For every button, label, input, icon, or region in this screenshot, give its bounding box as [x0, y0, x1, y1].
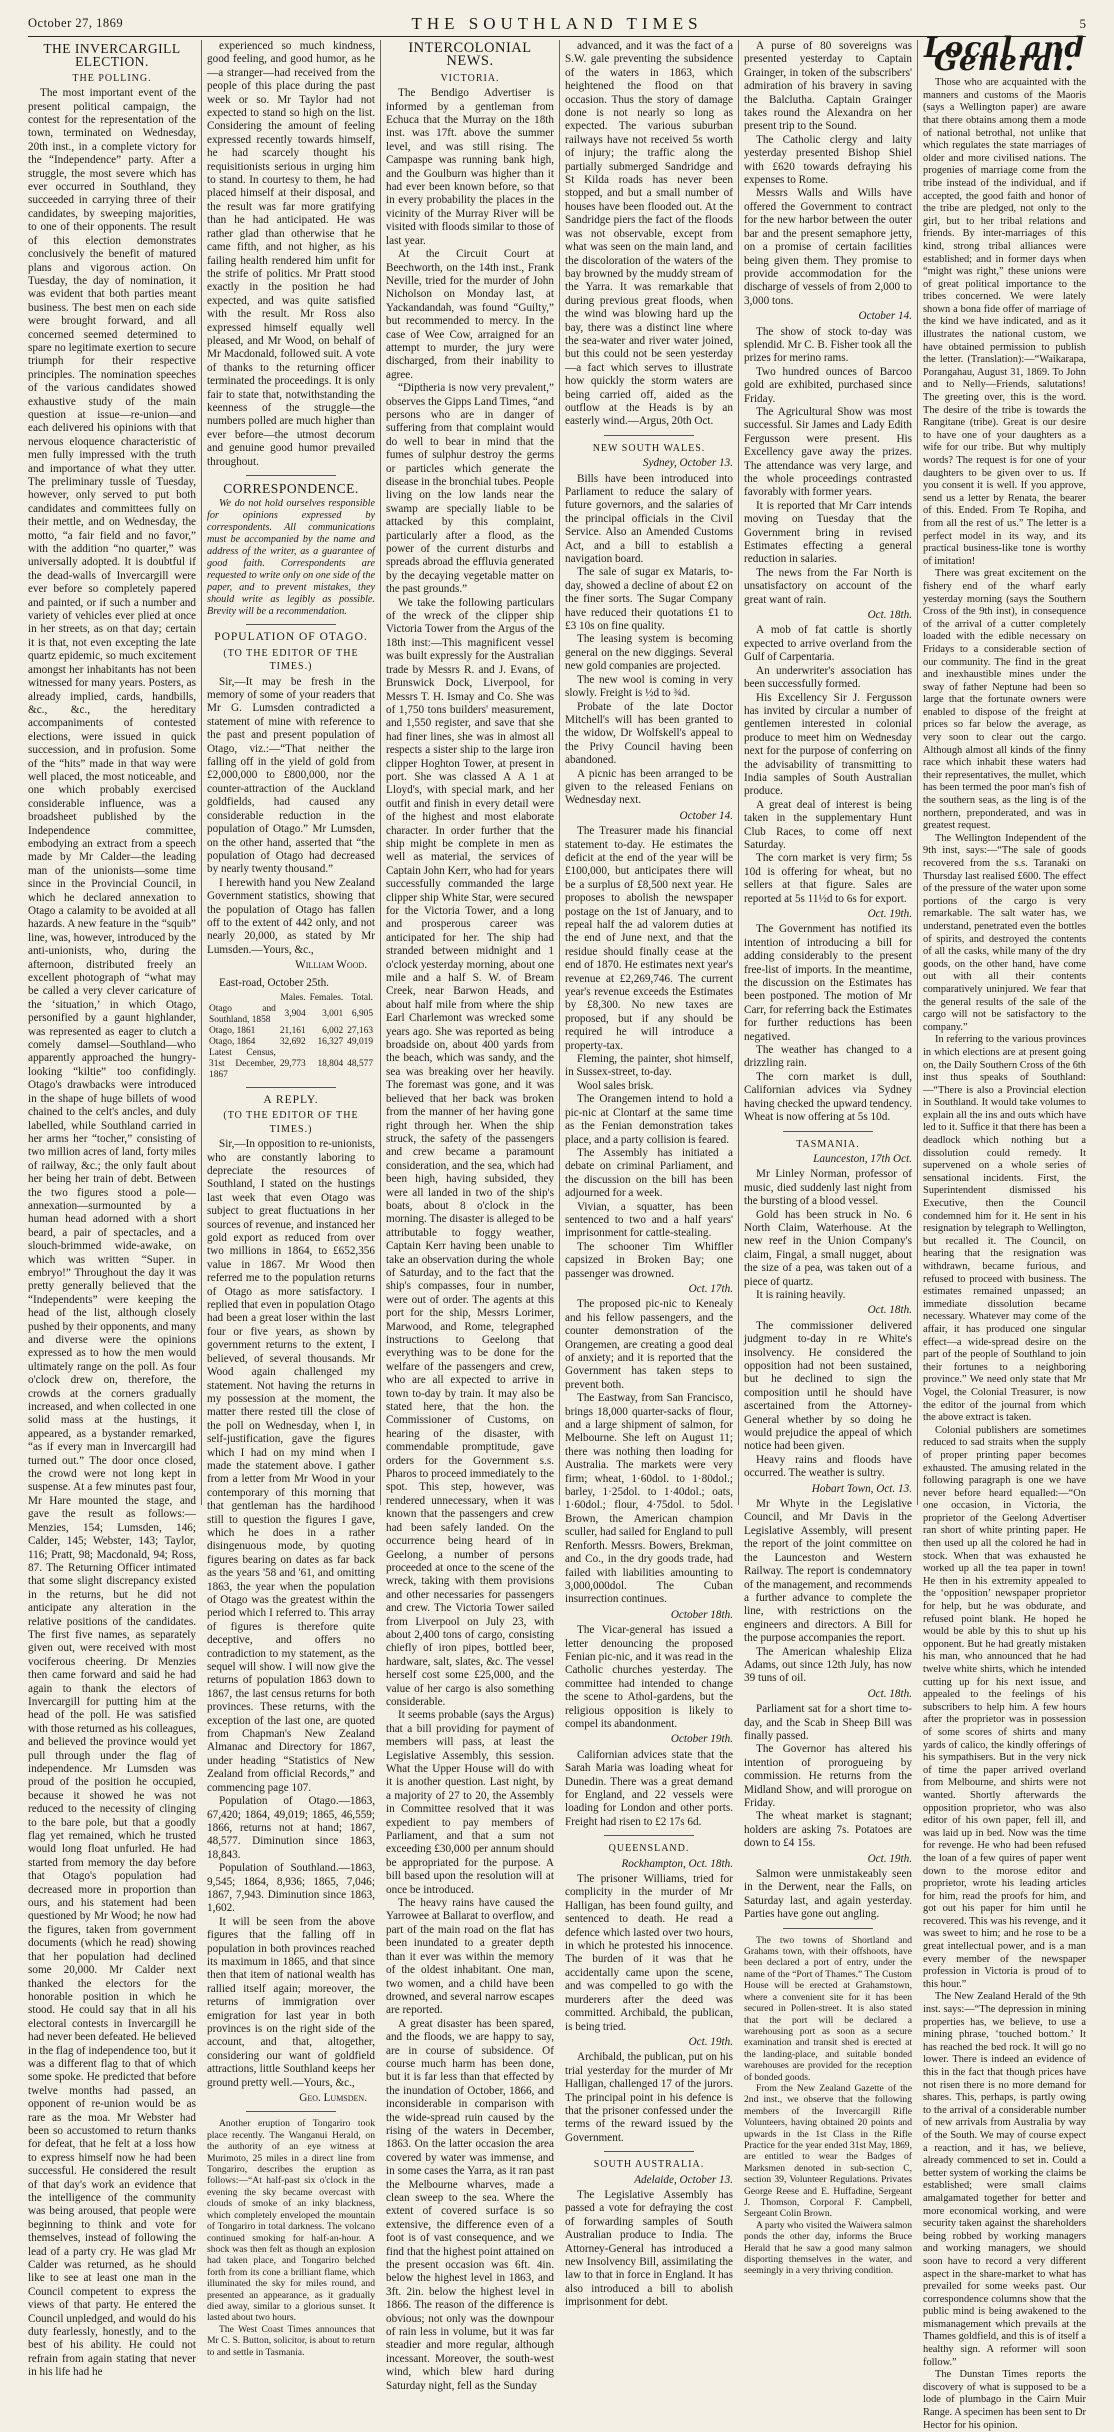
news-paragraph: It seems probable (says the Argus) that a bill providing for payment of members will pass, at least the Legislative Assembly, this session. What the Upper House will do with it is another question. Last night, by a majority of 27 to 20, the Assembly in Committee resolved that it was expedient to pay members of Parliament, and that a sum not exceeding £30,000 per annum should be appropriated for the purpose. A bill based upon the resolution will at once be introduced.: [386, 1709, 554, 1896]
article-heading: THE INVERCARGILL ELECTION.: [43, 41, 181, 70]
news-paragraph: A purse of 80 sovereigns was presented yesterday to Captain Grainger, in token of the subscribers' admiration of his bravery in saving the Balclutha. Captain Grainger takes round the Alexandra on her present trip to the Sound.: [744, 40, 912, 133]
news-paragraph: It is raining heavily.: [756, 1288, 846, 1301]
table-cell: 27,163: [347, 1025, 373, 1036]
dateline: Oct. 19th.: [867, 1852, 912, 1865]
table-cell: Otago, 1861: [209, 1025, 256, 1036]
news-paragraph: A great deal of interest is being taken in the supplementary Hunt Club Races, to come off next Saturday.: [744, 798, 912, 851]
region-heading: NEW SOUTH WALES.: [592, 442, 706, 454]
news-note: The two towns of Shortland and Grahams town, with their offshoots, have been declared a port of entry, under the name of the “Port of Thames.” The Custom House will be erected at Grahamstown, where a convenient site for it has been secured in Pollen-street. It is also stated that the port will be declared a warehousing port as soon as a secure examination and transit shed is erected at the landing-place, and suitable bonded warehouses are provided for the reception of bonded goods.: [744, 1934, 912, 2083]
region-heading: SOUTH AUSTRALIA.: [593, 2159, 705, 2171]
news-paragraph: Probate of the late Doctor Mitchell's will has been granted to the widow, Dr Wolfskell's appeal to the Privy Council having been abandoned.: [565, 700, 733, 767]
column-divider: [201, 40, 202, 1505]
dateline: Oct. 19th.: [688, 2035, 733, 2048]
section-heading: CORRESPONDENCE.: [223, 481, 359, 496]
column-divider: [917, 40, 918, 1505]
news-paragraph: Two hundred ounces of Barcoo gold are exhibited, purchased since Friday.: [744, 365, 912, 405]
news-paragraph: Parliament sat for a short time to-day, and the Scab in Sheep Bill was finally passed.: [744, 1703, 912, 1742]
table-header: Females.: [309, 992, 344, 1003]
news-paragraph: The wheat market is stagnant; holders are asking 7s. Potatoes are down to £4 15s.: [744, 1810, 912, 1850]
letter-paragraph: Population of Otago.—1863, 67,420; 1864, 49,019; 1865, 46,559; 1866, returns not at hand; 1867, 48,577. Diminution since 1863, 18,843.: [207, 1795, 375, 1861]
news-paragraph: Bills have been introduced into Parliament to reduce the salary of future governors, and the salaries of the principal officials in the Civil Service. Also an Amended Customs Act, and a bill to establish a navigation board.: [565, 472, 733, 566]
region-heading: QUEENSLAND.: [608, 1843, 690, 1855]
news-note: Another eruption of Tongariro took place recently. The Wanganui Herald, on the authority of an eye witness at Murimoto, 25 miles in a direct line from Tongariro, describes the eruption as follows:—“At half-past six o'clock in the evening the sky became overcast with clouds of smoke of an inky blackness, which completely enveloped the mountain of Tongariro in total darkness. The volcano continued smoking for half-an-hour. A shock was then felt as though an explosion had taken place, and Tongariro belched forth from its cone a brilliant flame, which illuminated the sky for miles round, and presented an appearance, as it gradually died away, similar to a glorious sunset. It lasted about two hours.: [207, 2118, 375, 2324]
population-table: [207, 993, 375, 1081]
news-paragraph: A great disaster has been spared, and the floods, we are happy to say, are in course of subsidence. Of course much harm has been done, but it is far less than that effected by the inundation of October, 1866, and inconsiderable in comparison with the wide-spread ruin caused by the rising of the waters in December, 1863. On the latter occasion the area covered by water was immense, and in some cases the Yarra, as it ran past the Melbourne wharves, made a clean sweep to the sea. Where the extent of covered surface is so extensive, the difference even of a foot is of vast consequence, and we find that the highest point attained on the present occasion was 6ft. 4in. below the highest level in 1863, and 3ft. 2in. below the highest level in 1866. The reason of the difference is obvious; not only was the downpour of rain less in volume, but it was far steadier and more regular, although incessant. Moreover, the south-west wind, which blew hard during Saturday night, fell as the Sunday: [386, 2017, 554, 2392]
table-cell: 32,692: [279, 1036, 306, 1047]
table-cell: 6,002: [322, 1025, 344, 1036]
table-header-row: [207, 993, 375, 1004]
table-cell: 48,577: [347, 1058, 373, 1069]
news-paragraph: The leasing system is becoming general on the new diggings. Several new gold companies are projected.: [565, 633, 733, 673]
letter-subheading: (TO THE EDITOR OF THE TIMES.): [223, 647, 359, 673]
news-paragraph: At the Circuit Court at Beechworth, on the 14th inst., Frank Neville, tried for the murder of John Nicholson on Monday last, at Yackandandah, was found “Guilty,” but recommended to mercy. In the case of Wee Cow, arraigned for an attempt to murder, the jury were discharged, from their inability to agree.: [386, 248, 554, 381]
news-paragraph: The Wellington Independent of the 9th inst, says:—“The sale of goods recovered from the s.s. Taranaki on Thursday last realised £600. The effect of the pressure of the water upon some portions of the cargo is very remarkable. The salt water has, we understand, penetrated even the bottles of spirits, and destroyed the contents of all the casks, while many of the dry goods, on the other hand, have come out with all their contents comparatively uninjured. We fear that the general results of the sale of the cargo will not be satisfactory to the company.”: [923, 832, 1086, 1033]
column-2: [207, 40, 375, 2358]
news-paragraph: Mr Whyte in the Legislative Council, and Mr Davis in the Legislative Assembly, will present the report of the joint committee on the Launceston and Western Railway. The report is condemnatory of the management, and recommends a further advance to complete the line, with restrictions on the engineers and directors. A Bill for the purpose accompanies the report.: [744, 1498, 912, 1645]
table-header: Total.: [351, 992, 373, 1003]
table-header: [207, 993, 278, 1004]
dateline: October 14.: [679, 809, 733, 822]
table-cell: 6,905: [351, 1009, 373, 1020]
dateline: October 19th.: [670, 1733, 733, 1746]
news-paragraph: The Bendigo Advertiser is informed by a gentleman from Echuca that the Murray on the 18th inst. was 17ft. above the summer level, and was still rising. The Campaspe was running bank high, and the Goulburn was higher than it had ever been known before, so that in every probability the places in the vicinity of the Murray River will be visited with floods similar to those of last year.: [386, 87, 554, 247]
column-6: [923, 31, 1086, 2431]
news-paragraph: The American whaleship Eliza Adams, out since 12th July, has now 39 tuns of oil.: [744, 1645, 912, 1685]
news-paragraph: The Governor has altered his intention of prorogueing by commission. He returns from the Midland Show, and will prorogue on Friday.: [744, 1743, 912, 1809]
news-paragraph: It is reported that Mr Carr intends moving on Tuesday that the Government bring in revised Estimates effecting a general reduction in salaries.: [744, 499, 912, 566]
table-cell: Latest Census, 31st December, 1867: [209, 1047, 276, 1080]
news-paragraph: The show of stock to-day was splendid. Mr C. B. Fisher took all the prizes for merino rams.: [744, 325, 912, 365]
dateline: Hobart Town, Oct. 13.: [811, 1482, 912, 1495]
news-paragraph: In referring to the various provinces in which elections are at present going on, the Daily Southern Cross of the 6th inst thus speaks of Southland:—“There is also a Provincial election in Southland. It would take volumes to explain all the ins and outs which have led to it. Suffice it that there has been a deadlock which nothing but a dissolution could remedy. It supervened on a whole series of sensational incidents. First, the Superintendent dismissed his Executive, then the Council condemned him for it. He sent in his resignation by telegraph to Wellington, but recalled it. The Council, on hearing that the resignation was withdrawn, became furious, and refused to proceed with business. The estimates remained unpassed; an immediate dissolution became necessary. Whatever may come of the affair, it has produced one singular effect—a wide-spread desire on the part of the people of Southland to join their fortunes to a neighboring province.” We need only state that Mr Vogel, the Colonial Treasurer, is now the editor of the journal from which the above extract is taken.: [923, 1034, 1086, 1424]
editorial-note: We do not hold ourselves responsible for opinions expressed by correspondents. All communications must be accompanied by the name and address of the writer, as a guarantee of good faith. Correspondents are requested to write only on one side of the paper, and to prevent mistakes, they should write as legibly as possible. Brevity will be a recommendation.: [207, 498, 375, 618]
table-row: [207, 1037, 375, 1048]
column-1: [28, 40, 196, 2379]
news-paragraph: The schooner Tim Whiffler capsized in Broken Bay; one passenger was drowned.: [565, 1240, 733, 1280]
table-cell: 49,019: [347, 1036, 373, 1047]
news-paragraph: The Eastway, from San Francisco, brings 18,000 quarter-sacks of flour, and a large shipment of salmon, for Melbourne. She left on August 11; there was nothing then loading for Australia. The markets were very firm; wheat, 1·60dol. to 1·80dol.; barley, 1·25dol. to 1·40dol.; oats, 1·60dol.; flour, 4·75dol. to 5dol. Brown, the American champion sculler, had sailed for England to pull Renforth. Messrs. Bowers, Brekman, and Co., in the dry goods trade, had failed with liabilities amounting to 3,000,000dol. The Cuban insurrection continues.: [565, 1392, 733, 1606]
section-rule: [604, 2151, 694, 2152]
news-paragraph: The news from the Far North is unsatisfactory on account of the great want of rain.: [744, 566, 912, 606]
news-paragraph: Messrs Walls and Wills have offered the Government to contract for the new harbor between the outer bar and the present semaphore jetty, on a promise of certain facilities being given them. They promise to provide accommodation for the discharge of vessels of from 2,000 to 3,000 tons.: [744, 187, 912, 307]
news-paragraph: The Treasurer made his financial statement to-day. He estimates the deficit at the end of the year will be £100,000, but anticipates there will be a surplus of £8,500 next year. He proposes to abolish the newspaper postage on the 1st of January, and to repeal half the ad valorem duties at the end of June next, and that the residue should finally cease at the end of 1870. He estimates next year's revenue at £2,269,746. The current year's revenue exceeds the Estimates by £8,300. No new taxes are proposed, but if any should be required he will introduce a property-tax.: [565, 825, 733, 1052]
section-heading: Local and General.: [923, 31, 1086, 77]
news-paragraph: The weather has changed to a drizzling rain.: [744, 1044, 912, 1070]
section-rule: [246, 475, 336, 476]
section-rule: [783, 1131, 873, 1132]
letter-heading: A REPLY.: [263, 1093, 319, 1106]
table-cell: 18,804: [317, 1058, 344, 1069]
dateline: Sydney, October 13.: [642, 457, 733, 470]
letter-paragraph: Sir,—In opposition to re-unionists, who are constantly laboring to depreciate the resources of Southland, I stated on the hustings last week that even Otago was subject to great fluctuations in her sources of revenue, and instanced her gold export as reduced from over two millions in 1864, to £652,356 value in 1867. Mr Wood then referred me to the population returns of Otago as more satisfactory. I replied that even in population Otago had been a great loser within the last four or five years, as shown by government returns to the extent, I believed, of several thousands. Mr Wood again challenged my statement. Not having the returns in my possession at the moment, the matter there rested till the close of the poll on Wednesday, when I, in self-justification, gave the figures which I had on my mind when I made the statement above. I gather from a letter from Mr Wood in your contemporary of this morning that that gentleman has the hardihood still to question the figures I gave, which he does in a rather disingenuous mode, by quoting figures bearing on dates as far back as the years '58 and '61, and omitting 1863, the year when the population of Otago was the greatest within the period which I referred to. This array of figures is therefore quite deceptive, and offers no contradiction to my statement, as the sequel will show. I will now give the returns of population 1863 down to 1867, the last census returns for both provinces. These returns, with the exception of the last one, are quoted from Chapman's New Zealand Almanac and Directory for 1867, under heading “Statistics of New Zealand from official Records,” and commencing page 107.: [207, 1138, 375, 1794]
news-note: The West Coast Times announces that Mr C. S. Button, solicitor, is about to return to and settle in Tasmania.: [207, 2323, 375, 2358]
news-paragraph: There was great excitement on the fishery end of the wharf early yesterday morning (says the Southern Cross of the 9th inst), in consequence of the arrival of a cutter completely loaded with the edible necessary on Fridays to a considerable section of our community. The find in the great and inexhaustible mines under the sway of father Neptune had been so large that the fortunate owners were enabled to dispose of the freight at prices so far below the average, as very soon to clear out the cargo. Although almost all kinds of the finny race which inhabit these waters had their representatives, the mullet, which has been termed the poor man's fish of the southern seas, as the ling is of the northern, preponderated, and was in greatest request.: [923, 568, 1086, 832]
letter-paragraph: It will be seen from the above figures that the falling off in population in both provinces reached its maximum in 1865, and that since then that item of national wealth has rallied itself again; moreover, the returns of immigration over emigration for last year in both provinces is on the right side of the account, and that, altogether, considering our want of goldfield attractions, little Southland keeps her ground pretty well.—Yours, &c.,: [207, 1915, 375, 2089]
table-row: [207, 1026, 375, 1037]
news-paragraph: “Diptheria is now very prevalent,” observes the Gipps Land Times, “and persons who are in danger of suffering from that complaint would do well to bear in mind that the fumes of sulphur destroy the germs or particles which generate the disease in the bronchial tubes. People living on the low lands near the swamp are specially liable to be attacked by this complaint, particularly after a flood, as the power of the current disturbs and spreads abroad the effluvia generated by the decaying vegetable matter on the past grounds.”: [386, 382, 554, 596]
table-cell: Otago, 1864: [209, 1036, 256, 1047]
column-divider: [738, 40, 739, 1505]
dateline: October 18th.: [670, 1608, 733, 1621]
section-heading: INTERCOLONIAL NEWS.: [408, 40, 532, 70]
news-paragraph: Heavy rains and floods have occurred. The weather is sultry.: [744, 1453, 912, 1480]
news-paragraph: The corn market is dull, Californian advices via Sydney having checked the upward tendency. Wheat is now offering at 5s 10d.: [744, 1070, 912, 1124]
news-paragraph: A picnic has been arranged to be given to the released Fenians on Wednesday next.: [565, 767, 733, 807]
letter-place: East-road, October 25th.: [219, 976, 329, 989]
section-rule: [246, 1087, 336, 1088]
table-cell: 3,904: [284, 1009, 306, 1020]
section-rule: [783, 1928, 873, 1929]
region-heading: TASMANIA.: [796, 1138, 860, 1150]
news-paragraph: Fleming, the painter, shot himself, in Sussex-street, to-day.: [565, 1053, 733, 1079]
table-row: [207, 1048, 375, 1081]
table-cell: 16,327: [317, 1036, 344, 1047]
news-paragraph: The prisoner Williams, tried for complicity in the murder of Mr Halligan, has been found guilty, and sentenced to death. He read a defence which lasted over two hours, in which he protested his innocence. The burden of it was that he accidentally came upon the scene, and was compelled to go with the murderers after the deed was committed. Archibald, the publican, is being tried.: [565, 1873, 733, 2033]
letter-paragraph: I herewith hand you New Zealand Government statistics, showing that the population of Otago has fallen off to the extent of 442 only, and not nearly 20,000, as stated by Mr Lumsden.—Yours, &c.,: [207, 876, 375, 956]
news-paragraph: Vivian, a squatter, has been sentenced to two and a half years' imprisonment for cattle-stealing.: [565, 1200, 733, 1240]
news-note: A party who visited the Waiwera salmon ponds the other day, informs the Bruce Herald that he saw a good many salmon disporting themselves in the water, and seemingly in a very thriving condition.: [744, 2219, 912, 2277]
column-divider: [559, 40, 560, 1505]
region-heading: VICTORIA.: [440, 72, 500, 84]
table-cell: 3,001: [322, 1009, 344, 1020]
dateline: Adelaide, October 13.: [634, 2173, 733, 2186]
dateline: Oct. 17th.: [688, 1282, 733, 1295]
dateline: Oct. 18th.: [867, 609, 912, 622]
table-header: Males.: [280, 992, 306, 1003]
page-number: 5: [1079, 16, 1086, 31]
news-paragraph: Gold has been struck in No. 6 North Claim, Waterhouse. At the new reef in the Union Company's claim, Fingal, a small nugget, about the size of a pea, was taken out of a piece of quartz.: [744, 1208, 912, 1288]
news-paragraph: We take the following particulars of the wreck of the clipper ship Victoria Tower from the Argus of the 18th inst:—This magnificent vessel was built expressly for the Australian trade by Messrs R. and J. Evans, of Brunswick Dock, Liverpool, for Messrs T. H. Ismay and Co. She was of 1,750 tons builders' measurement, and 1,550 register, and save that she had finer lines, she was in almost all respects a sister ship to the large iron clipper Hoghton Tower, at present in port. She was classed A A 1 at Lloyd's, with special mark, and her outfit and finish in every detail were of the highest and most elaborate character. In order further that the ship might be complete in men as well as material, the services of Captain John Kerr, who had for years successfully commanded the large clipper ship White Star, were secured for the Victoria Tower, and a long and prosperous career was anticipated for her. The ship had stranded between midnight and 1 o'clock yesterday morning, about one mile and a half S. W. of Bream Creek, near Barwon Heads, and about half mile from where the ship Earl Charlemont was wrecked some years ago. She was reported as being broadside on, about 400 yards from the beach, which was sandy, and the sea was breaking over her heavily. The foremast was gone, and it was believed that her back was broken from the manner of her having gone right through her. When the ship struck, the safety of the passengers and crew became a paramount consideration, and the sea, which had been high, having subsided, they were all landed in two of the ship's boats, about 8 o'clock in the morning. The disaster is alleged to be attributable to foggy weather, Captain Kerr having been unable to take an observation during the whole of Saturday, and to the fact that the ship's compasses, four in number, were out of order. The agents at this port for the ship, Messrs Lorimer, Marwood, and Rome, telegraphed instructions to Geelong that everything was to be done for the welfare of the passengers and crew, who are all expected to arrive in town to-day by train. It may also be stated here, that the hon. the Commissioner of Customs, on hearing of the disaster, with commendable promptitude, gave orders for the Government s.s. Pharos to proceed immediately to the spot. This step, however, was rendered unnecessary, when it was known that the passengers and crew had been safely landed. On the occurrence being heard of in Geelong, a number of persons proceeded at once to the scene of the wreck, taking with them provisions and other necessaries for passengers and crew. The Victoria Tower sailed from Liverpool on July 23, with about 2,400 tons of cargo, consisting chiefly of iron pipes, bottled beer, hardware, salt, slates, &c. The vessel herself cost some £25,000, and the value of her cargo is also something considerable.: [386, 596, 554, 1708]
dateline: Oct. 18th.: [867, 1687, 912, 1700]
table-cell: 21,161: [279, 1025, 306, 1036]
news-paragraph: The sale of sugar ex Mataris, to-day, showed a decline of about £2 on the finer sorts. The Sugar Company have reduced their quotations £1 to £3 10s on fine quality.: [565, 566, 733, 633]
letter-paragraph: Sir,—It may be fresh in the memory of some of your readers that Mr G. Lumsden contradicted a statement of mine with reference to the past and present population of Otago, viz.:—“That neither the falling off in the yield of gold from £2,000,000 to £800,000, nor the counter-attraction of the Auckland goldfields, had caused any considerable reduction in the population of Otago.” Mr Lumsden, on the other hand, asserted that “the population of Otago had decreased by nearly twenty thousand.”: [207, 675, 375, 876]
news-paragraph: The Orangemen intend to hold a pic-nic at Clontarf at the same time as the Fenian demonstration takes place, and a party collision is feared.: [565, 1093, 733, 1146]
article-paragraph: experienced so much kindness, good feeling, and good humor, as he—a stranger—had received from the people of this place during the past week or so. Mr Taylor had not expected to stand so high on the list. Considering the amount of feeling expressed recently towards himself, he had scarcely thought his requisitionists serious in urging him to stand. In courtesy to them, he had placed himself at their disposal, and the result was far more gratifying than he had anticipated. He was rather glad than otherwise that he came fifth, and not higher, as his failing health rendered him unfit for the strife of politics. Mr Pratt stood exactly in the position he had expected, and was quite satisfied with the result. Mr Ross also expressed himself equally well pleased, and Mr Wood, on behalf of Mr Macdonald, followed suit. A vote of thanks to the returning officer terminated the proceedings. It is only fair to state that, notwithstanding the keenness of the struggle—the numbers polled are much higher than ever before—the utmost decorum and genuine good humor prevailed throughout.: [207, 40, 375, 468]
news-paragraph: Colonial publishers are sometimes reduced to sad straits when the supply of proper printing paper becomes exhausted. The amusing related in the following paragraph is one we have never before heard equalled:—“On one occasion, in Victoria, the proprietor of the Geelong Advertiser ran short of white printing paper. He then used up all the colored he had in stock. When that was exhausted he worked up all the tea paper in town! He then in his extremity appealed to the ‘opposition’ newspaper proprietor for help, but he was obdurate, and refused point blank. He hoped he would be able by this to shut up his opponent. But he had greatly mistaken his man, who announced that he had twelve white shirts, which he intended cutting up for his next issue, and appealed to the feelings of his subscribers to help him. A few hours after the proprietor was in possession of some scores of shirts and many yards of calico, the kindly offerings of his sympathisers. But in the very nick of time the paper arrived overland from Melbourne, and shirts were not wanted. Shortly afterwards the opposition proprietor, who was also editor of his own paper, fell ill, and was laid up in bed. Now was the time for revenge. He who had been refused the loan of a few quires of paper went down to the morose editor and proprietor, wrote his leading articles for him, read the proofs for him, and got out his paper for him until he recovered. This was his revenge, and it was sweet to him; and he rose to be a great intellectual power, and is a man every member of the newspaper profession in Victoria is proud of to this hour.”: [923, 1424, 1086, 1990]
letter-signature: Geo. Lumsden.: [299, 2092, 367, 2105]
news-note: From the New Zealand Gazette of the 2nd inst., we observe that the following members of the Invercargill Rifle Volunteers, having obtained 20 points and upwards in the 1st Class in the Rifle Practice for the year ended 31st May, 1869, are entitled to wear the Badges of Marksmen denoted in sub-section C, section 39, Volunteer Regulations. Privates George Reese and E. Huffadine, Sergeant J. Thomson, Corporal F. Campbell, Sergeant Colin Brown.: [744, 2082, 912, 2220]
news-paragraph: The new wool is coming in very slowly. Freight is ½d to ¾d.: [565, 673, 733, 700]
news-paragraph: His Excellency Sir J. Fergusson has invited by circular a number of gentlemen interested in colonial produce to meet him on Wednesday next for the purpose of conferring on the advisability of transmitting to India samples of South Australian produce.: [744, 691, 912, 798]
news-paragraph: The Agricultural Show was most successful. Sir James and Lady Edith Fergusson were present. His Excellency gave away the prizes. The attendance was very large, and the whole proceedings contrasted favorably with former years.: [744, 405, 912, 499]
letter-signature: William Wood.: [295, 959, 367, 972]
dateline: October 14.: [858, 310, 912, 323]
letter-heading: POPULATION OF OTAGO.: [214, 631, 368, 644]
news-paragraph: The proposed pic-nic to Kenealy and his fellow passengers, and the counter demonstration of the Orangemen, are creating a good deal of anxiety; and it is reported that the Government has taken steps to prevent both.: [565, 1298, 733, 1391]
news-paragraph: The Dunstan Times reports the discovery of what is supposed to be a lode of plumbago in the Cairn Muir Range. A specimen has been sent to Dr Hector for his opinion.: [923, 2369, 1086, 2431]
article-subheading: THE POLLING.: [72, 72, 152, 84]
news-paragraph: Californian advices state that the Sarah Maria was loading wheat for Dunedin. There was a great demand for England, and 22 vessels were loading for London and other ports. Freight had risen to £2 17s 6d.: [565, 1748, 733, 1828]
dateline: Oct. 18th.: [867, 1304, 912, 1317]
news-paragraph: The Vicar-general has issued a letter denouncing the proposed Fenian pic-nic, and it was read in the Catholic churches yesterday. The committee had intended to change the scene to Athol-gardens, but the religious opposition is likely to compel its abandonment.: [565, 1624, 733, 1730]
table-cell: Otago and Southland, 1858: [209, 1003, 276, 1025]
section-rule: [246, 2111, 336, 2112]
section-rule: [246, 624, 336, 625]
news-paragraph: The New Zealand Herald of the 9th inst. says:—“The depression in mining properties has, we believe, to use a mining phrase, ‘touched bottom.’ It has reached the bed rock. It will go no lower. There is indeed an evidence of this in the fact that though prices have not risen there is no more demand for shares. This, perhaps, is partly owing to the arrival of a considerable number of new arrivals from Australia by way of the South. We may of course expect a reaction, and it has, we believe, already commenced to set in. Could a better system of working the claims be established; were small claims amalgamated together for better and more economical working, and were security taken against the shareholders being robbed by working managers and working managers, we should soon have to record a very different aspect in the share-market to what has prevailed for some weeks past. Our correspondence columns show that the public mind is being awakened to the mismanagement which prevails at the Thames goldfield, and this is of itself a healthy sign. A reformer will soon follow.”: [923, 1991, 1086, 2368]
news-paragraph: The Assembly has initiated a debate on criminal Parliament, and the discussion on the bill has been adjourned for a week.: [565, 1146, 733, 1200]
column-5: [744, 40, 912, 2277]
section-rule: [604, 1835, 694, 1836]
news-paragraph: The Legislative Assembly has passed a vote for defraying the cost of forwarding samples of South Australian produce to India. The Attorney-General has introduced a new Insolvency Bill, assimilating the law to that in force in England. It has also introduced a bill to abolish imprisonment for debt.: [565, 2188, 733, 2309]
news-paragraph: The Catholic clergy and laity yesterday presented Bishop Shiel with £620 towards defraying his expenses to Rome.: [744, 133, 912, 187]
letter-paragraph: Population of Southland.—1863, 9,545; 1864, 8,936; 1865, 7,046; 1867, 7,943. Diminution since 1863, 1,602.: [207, 1862, 375, 1915]
news-paragraph: The heavy rains have caused the Yarrowee at Ballarat to overflow, and part of the main road on the flat has been inundated to a greater depth than it ever was within the memory of the oldest inhabitant. One man, two women, and a child have been drowned, and several narrow escapes are reported.: [386, 1897, 554, 2017]
news-paragraph: Wool sales brisk.: [577, 1079, 654, 1092]
dateline: Launceston, 17th Oct.: [813, 1152, 912, 1165]
column-3: [386, 40, 554, 2392]
news-paragraph: A mob of fat cattle is shortly expected to arrive overland from the Gulf of Carpentaria.: [744, 624, 912, 664]
letter-subheading: (TO THE EDITOR OF THE TIMES.): [223, 1110, 359, 1135]
news-paragraph: Mr Linley Norman, professor of music, died suddenly last night from the bursting of a blood vessel.: [744, 1168, 912, 1208]
paper-title: THE SOUTHLAND TIMES: [411, 14, 703, 33]
news-paragraph: Salmon were unmistakeably seen in the Derwent, near the Falls, on Saturday last, and again yesterday. Parties have gone out angling.: [744, 1868, 912, 1921]
article-paragraph: The most important event of the present political campaign, the contest for the representation of the town, terminated on Wednesday, 20th inst., in a complete victory for the “Independence” party. After a struggle, the most severe which has ever occurred in Southland, they succeeded in carrying three of their candidates, by sweeping majorities, to one of their opponents. The result of this election demonstrates conclusively the benefit of matured plans and vigorous action. On Tuesday, the day of nomination, it was evident that both parties meant business. The best men on each side were brought forward, and all concerned seemed determined to spare no legitimate exertion to secure triumph for their respective principles. The nomination speeches of the various candidates showed exhaustive study of the main question at issue—re-union—and each delivered his opinions with that nervous eloquence characteristic of men fully impressed with the truth and importance of what they utter. The preliminary tussle of Tuesday, however, only served to put both candidates and committees fully on their mettle, and on Wednesday, the motto, “a fair field and no favor,” with the addition “no quarter,” was universally adopted. It is doubtful if the dead-walls of Invercargill were ever before so completely papered and painted, or if such a number and variety of vehicles ever plied at once in her streets, as on that day; certain it is that, not even excepting the late quartz epidemic, so much excitement amongst her inhabitants has not been witnessed for many years. Posters, as already implied, cards, handbills, &c., &c., the hereditary accompaniments of contested elections, were issued in quick succession, and in profusion. Some of the “hits” made in that way were well placed, the most noticeable, and one which probably exercised considerable influence, was a broadsheet published by the Independence committee, embodying an extract from a speech made by Mr Calder—the leading man of the unionists—some time since in the Provincial Council, in which he declared annexation to Otago a calamity to be avoided at all hazards. A new feature in the “squib” line, was, however, introduced by the anti-unionists, who, during the afternoon, distributed freely an excellent photograph of “what may be called a very clever caricature of the ‘situation,’ in which Otago, personified by a gaunt highlander, was represented as eager to clutch a comely damsel—Southland—who apparently approached the hungry-looking “kiltie” too confidingly. Otago's drawbacks were introduced in the shape of huge billets of wood chained to the celt's ancles, and duly labelled, while Southland carried in her arms her “tocher,” consisting of two million acres of land, forty miles of railway, &c.; the only fault about her being her train of debt. Between the two figures stood a pole—annexation—surmounted by a human head adorned with a short beard, a pair of spectacles, and a slouch-brimmed wide-awake, on which was written “Super. in embryo!” Throughout the day it was pretty generally believed that the “Independents” were keeping the head of the list, although closely pushed by their opponents, and many and diverse were the opinions expressed as to how the men would ultimately range on the poll. As four o'clock drew on, therefore, the crowds at the corners gradually increased, and when collected in one solid mass at the hustings, it appeared, as a bystander remarked, “as if every man in Invercargill had turned out.” The door once closed, the crowd were not long kept in suspense. At a few minutes past four, Mr Hare mounted the stage, and gave the result as follows:—Menzies, 154; Lumsden, 146; Calder, 145; Webster, 143; Taylor, 116; Pratt, 98; Macdonald, 94; Ross, 87. The Returning Officer intimated that some slight discrepancy existed in the returns, but he did not anticipate any alteration in the relative positions of the candidates. The first five names, as separately given out, were received with most vociferous cheering. Dr Menzies then came forward and said he had again to thank the electors of Invercargill for putting him at the head of the poll. He was satisfied with those returned as his colleagues, and believed the province would yet pull through under the flag of independence. Mr Lumsden was proud of the position he occupied, because it showed he was not reduced to the necessity of clinging to the bare pole, but that a goodly flag yet remained, which he trusted would long float unfurled. He had started from memory the day before that Otago's population had decreased more in proportion than ours, and his statement had been questioned by Mr Wood; he now had the figures, taken from government documents (which he read) showing that her population had declined some 20,000. Mr Calder next thanked the electors for the honorable position in which he stood. He could say that in all his electoral contests in Invercargill he had never been defeated. He believed in the flag of independence too, but it was a different flag to that of which some spoke. He predicted that before twelve months had passed, an opponent of re-union would be as rare as the moa. Mr Webster had been so accustomed to return thanks for defeat, that he felt at a loss how to express himself now he had been successful. He considered the result of that day's work an evidence that the intelligence of the community was being aroused, that people were beginning to think and vote for themselves, instead of following the lead of a party cry. He was glad Mr Calder was returned, as he should like to see at least one man in the Council competent to express the views of that party. He entered the Council unpledged, and would do his duty fearlessly, honestly, and to the best of his ability. He could not refrain from again stating that never in his life had he: [28, 87, 196, 2379]
issue-date: October 27, 1869: [28, 16, 124, 30]
table-cell: 29,773: [279, 1058, 306, 1069]
news-paragraph: The Government has notified its intention of introducing a bill for adding considerably to the present free-list of imports. In the meantime, the discussion on the Estimates has been postponed. The motion of Mr Carr, for referring back the Estimates for further reductions has been negatived.: [744, 923, 912, 1043]
news-paragraph: The commissioner delivered judgment to-day in re White's insolvency. He considered the opposition had not been sustained, but he declined to sign the composition until he should have ascertained from the Attorney-General whether by so doing he would prejudice the appeal of which notice had been given.: [744, 1319, 912, 1453]
dateline: Rockhampton, Oct. 18th.: [621, 1857, 733, 1870]
news-paragraph: advanced, and it was the fact of a S.W. gale preventing the subsidence of the waters in 1863, which heightened the flood on that occasion. Thus the story of damage done is not nearly so long as expected. The various suburban railways have not received 5s worth of injury; the traffic along the partially submerged Sandridge and St Kilda roads has never been stopped, and but a small number of houses have been flooded out. At the Sandridge piers the fact of the floods was not observable, except from what was seen on the main land, and the discoloration of the waters of the bay browned by the muddy stream of the Yarra. It was remarkable that during previous great floods, when the wind was blowing hard up the bay, there was a distinct line where the sea-water and river water joined, but this could not be seen yesterday—a fact which serves to illustrate how quickly the storm waters are being carried off, aided as the outflow at the Heads is by an easterly wind.—Argus, 20th Oct.: [565, 40, 733, 428]
news-paragraph: Those who are acquainted with the manners and customs of the Maoris (says a Wellington paper) are aware that there obtains among them a mode of national betrothal, not unlike that which regulates the state marriages of older and more civilised nations. The progenies of marriage come from the tribe instead of the individual, and if accepted, the good faith and honor of the tribe are pledged, not only to the girl, but to her tribal relations and friends. By inter-marriages of this kind, strong tribal alliances were established; and in former days when “might was right,” these unions were of great political importance to the tribes concerned. We were lately shown a bona fide offer of marriage of the kind we have indicated, and as it illustrates the national custom, we have obtained permission to publish the letter. (Translation):—“Waikarapa, Porangahau, August 31, 1869. To John and to Nelly—Friends, salutations! The greeting over, this is the word. The desire of the tribe is towards the Rangitane (tribe). Great is our desire to have one of your daughters as a wife for our tribe. But why multiply words? The request is for one of your daughters to be given over to us. If you consent it is well. If you approve, send us a letter by Renata, the bearer of this. Ended. From Te Ropiha, and from all the rest of us.” The letter is a perfect model in its way, and its practical business-like tone is worthy of imitation!: [923, 77, 1086, 567]
column-4: [565, 40, 733, 2309]
table-row: [207, 1004, 375, 1026]
news-paragraph: An underwriter's association has been successfully formed.: [744, 664, 912, 691]
news-paragraph: The corn market is very firm; 5s 10d is offering for wheat, but no sellers at that figure. Sales are reported at 5s 11½d to 6s for export.: [744, 852, 912, 905]
column-divider: [380, 40, 381, 1505]
section-rule: [604, 435, 694, 436]
dateline: Oct. 19th.: [867, 908, 912, 920]
news-paragraph: Archibald, the publican, put on his trial yesterday for the murder of Mr Halligan, challenged 17 of the jurors. The principal point in his defence is that the prisoner confessed under the terms of the reward issued by the Government.: [565, 2051, 733, 2144]
